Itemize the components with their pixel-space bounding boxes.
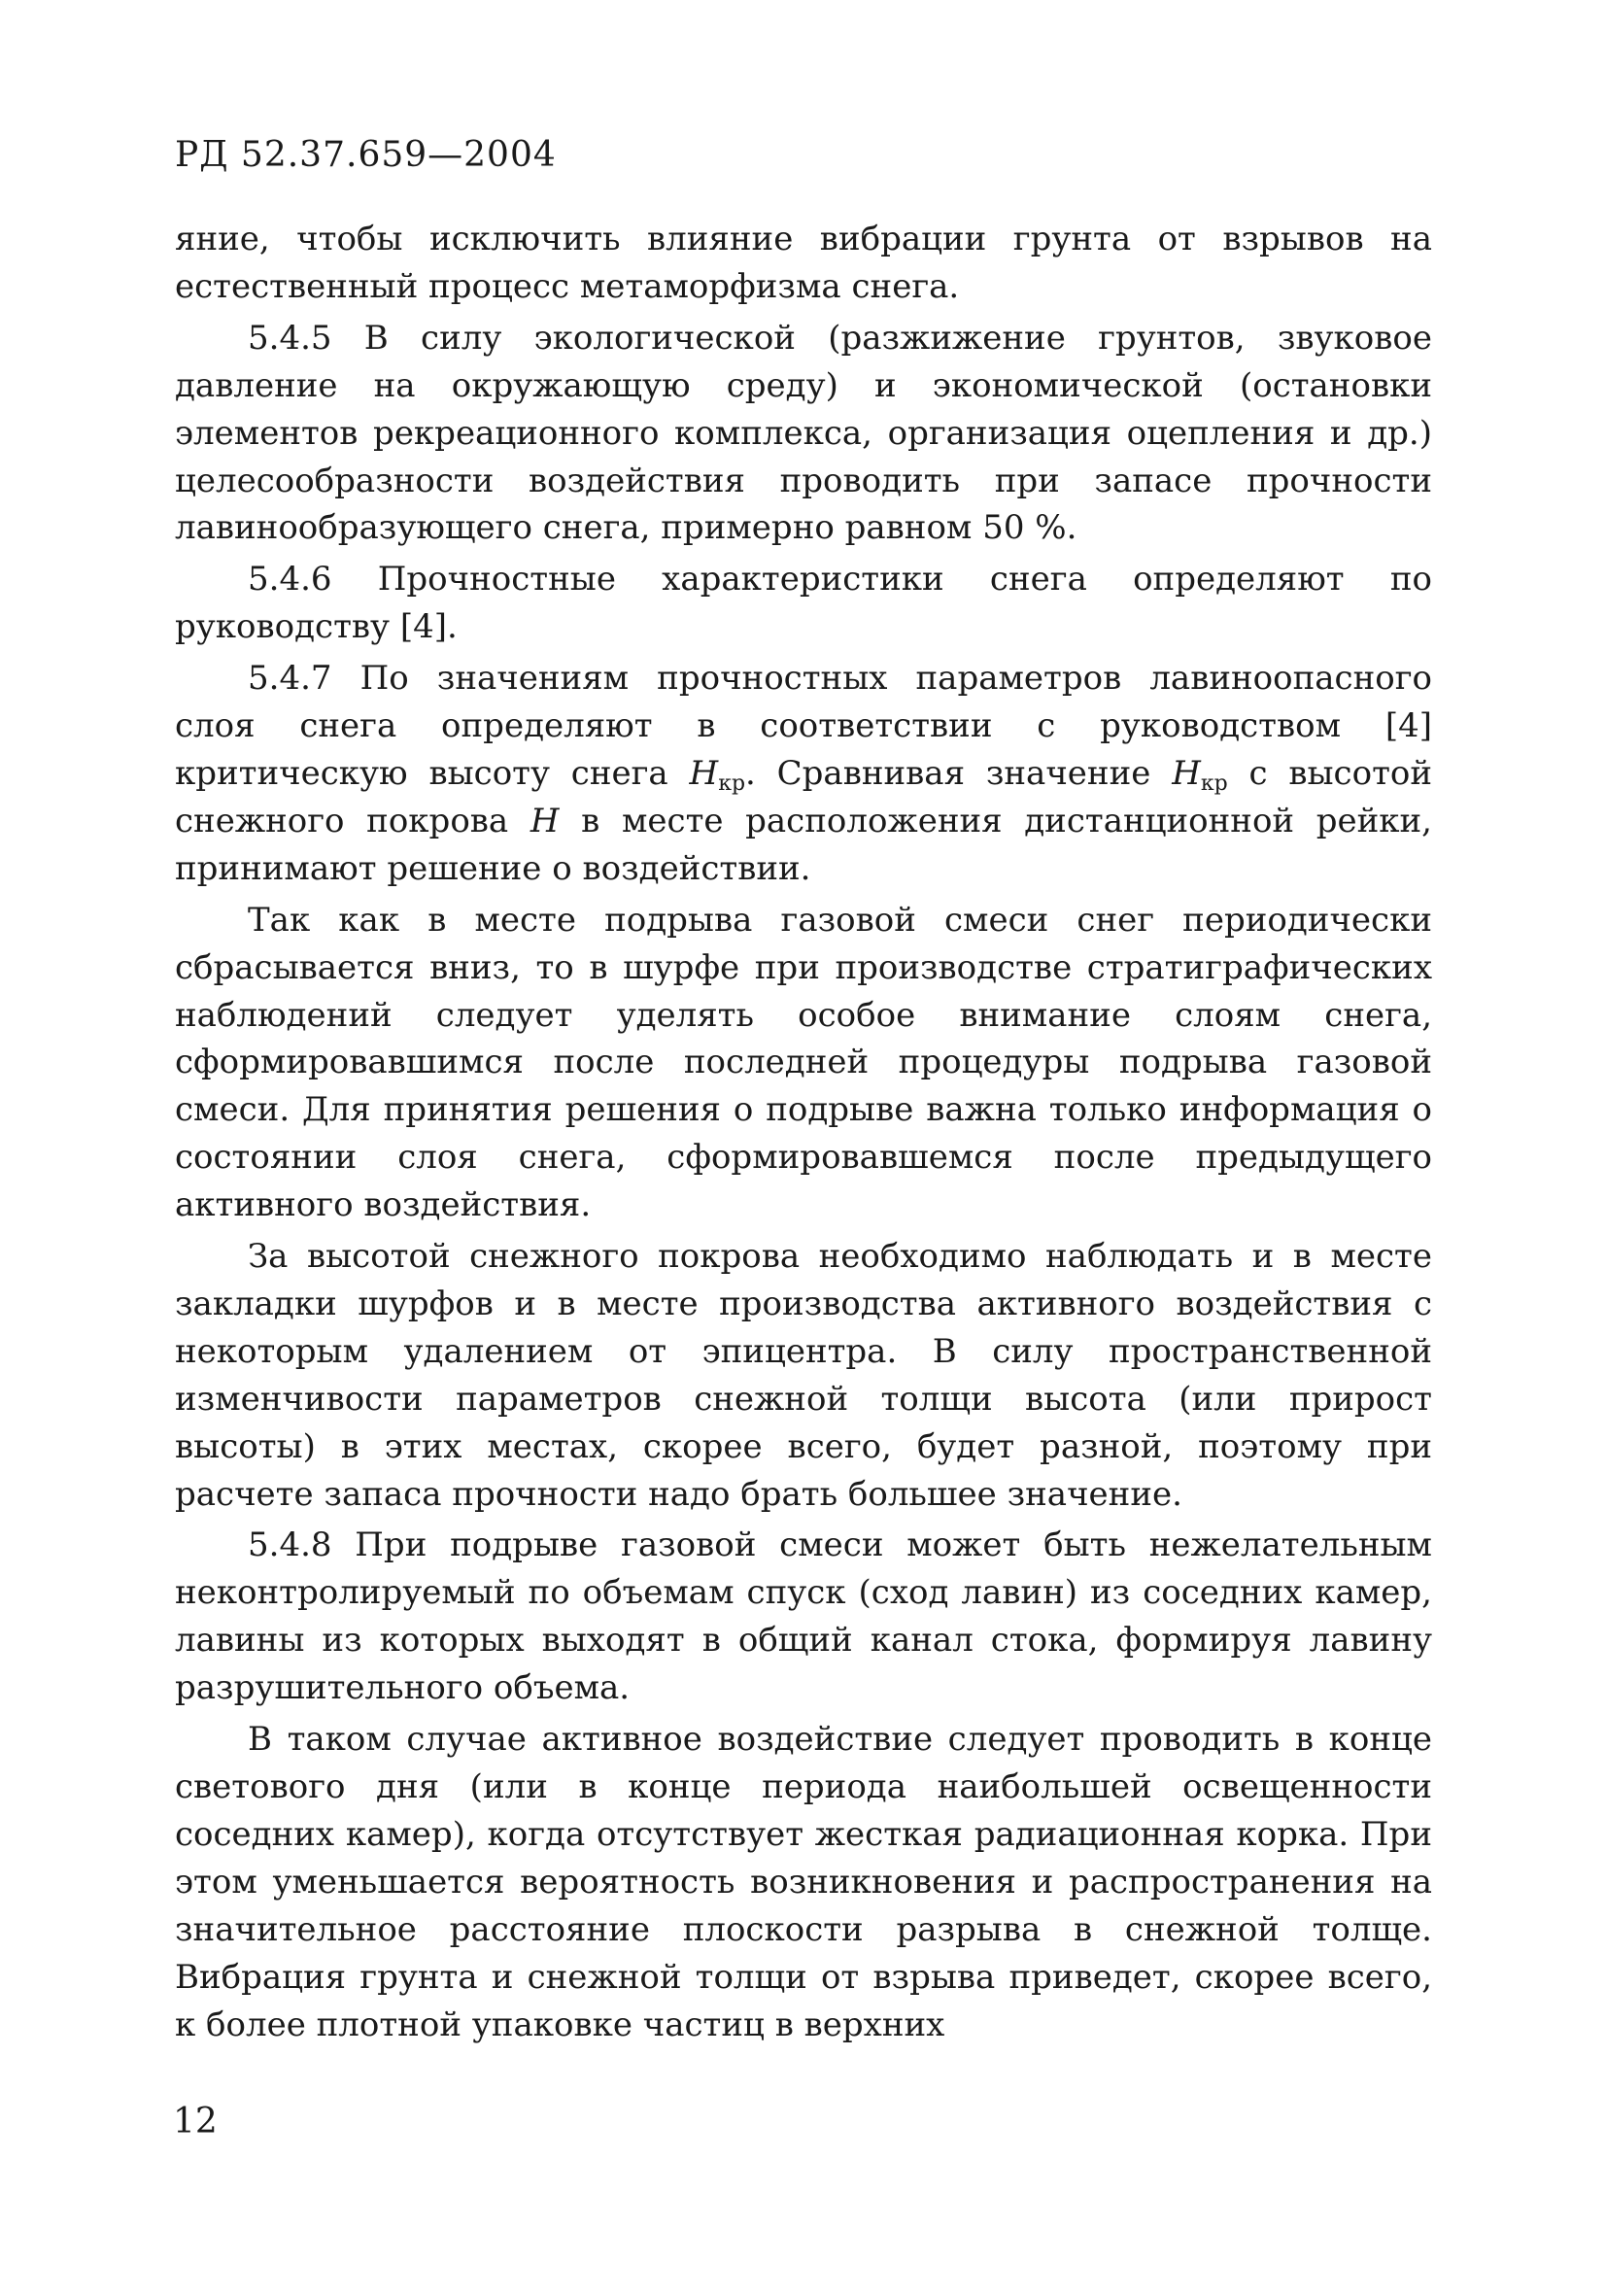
subscript-kr: кр (718, 771, 746, 796)
paragraph-snow-height: За высотой снежного покрова необходимо наблюдать и в месте закладки шурфов и в месте производства активного воздействия с некоторым удалением от эпицентра. В силу пространственной изменчивости параметров снежной толщи высота (или прирост высоты) в этих местах, скорее всего, будет разной, поэтому при расчете запаса прочности надо брать большее значение. (175, 1237, 1432, 1514)
variable-h: H (689, 753, 719, 793)
paragraph-text: 5.4.7 По значениям прочностных параметров лавиноопасного слоя снега определяют в соответствии с руководством [4] критическую высоту снега (175, 659, 1432, 793)
variable-h: H (1172, 753, 1201, 793)
paragraph-5-4-7 (175, 655, 1432, 893)
paragraph-stratigraphy: Так как в месте подрыва газовой смеси снег периодически сбрасывается вниз, то в шурфе при производстве стратиграфических наблюдений следует уделять особое внимание слоям снега, сформировавшимся после последней процедуры подрыва газовой смеси. Для принятия решения о подрыве важна только информация о состоянии слоя снега, сформировавшемся после предыдущего активного воздействия. (175, 900, 1432, 1225)
subscript-kr: кр (1200, 771, 1228, 796)
document-header: РД 52.37.659—2004 (175, 135, 557, 175)
paragraph-5-4-5: 5.4.5 В силу экологической (разжижение грунтов, звуковое давление на окружающую среду) и экономической (остановки элементов рекреационного комплекса, организация оцепления и др.) целесообразности воздействия проводить при запасе прочности лавинообразующего снега, примерно равном 50 %. (175, 318, 1432, 548)
paragraph-timing: В таком случае активное воздействие следует проводить в конце светового дня (или в конце периода наибольшей освещенности соседних камер), когда отсутствует жесткая радиационная корка. При этом уменьшается вероятность возникновения и распространения на значительное расстояние плоскости разрыва в снежной толще. Вибрация грунта и снежной толщи от взрыва приведет, скорее всего, к более плотной упаковке частиц в верхних (175, 1720, 1432, 2044)
body-text (175, 216, 1432, 2048)
page-number: 12 (173, 2102, 218, 2142)
paragraph-5-4-8: 5.4.8 При подрыве газовой смеси может быть нежелательным неконтролируемый по объемам спуск (сход лавин) из соседних камер, лавины из которых выходят в общий канал стока, формируя лавину разрушительного объема. (175, 1525, 1432, 1708)
paragraph-text: с высотой снежного покрова (175, 753, 1433, 840)
variable-h: H (530, 801, 560, 840)
paragraph-continuation: яние, чтобы исключить влияние вибрации грунта от взрывов на естественный процесс метаморфизма снега. (175, 220, 1432, 306)
paragraph-5-4-6: 5.4.6 Прочностные характеристики снега определяют по руководству [4]. (175, 560, 1432, 647)
paragraph-text: в месте расположения дистанционной рейки, принимают решение о воздействии. (175, 801, 1432, 888)
paragraph-text: . Сравнивая значение (745, 753, 1173, 793)
